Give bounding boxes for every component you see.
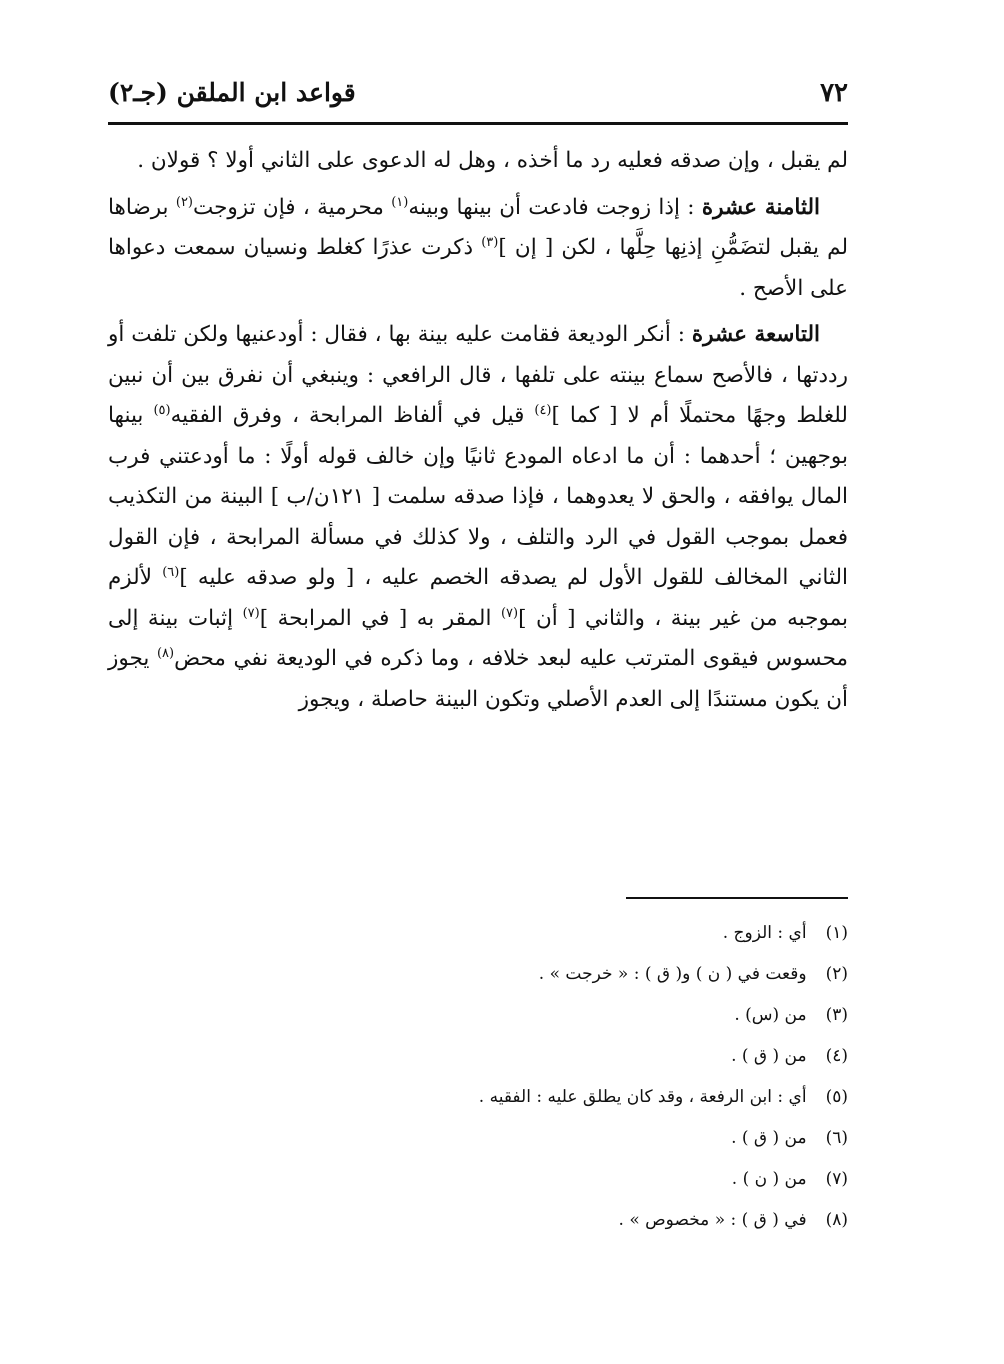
paragraph-text: قيل في ألفاظ المرابحة ، وفرق الفقيه — [170, 403, 535, 428]
footnote-item — [248, 1200, 848, 1241]
footnote-number: (٦) — [825, 1128, 848, 1148]
footnote-item — [248, 1077, 848, 1118]
body-text — [108, 141, 848, 720]
header-rule — [108, 122, 848, 125]
footnote-item — [248, 913, 848, 954]
page-number: ٧٢ — [820, 78, 848, 108]
footnote-number: (١) — [825, 923, 848, 943]
footnote-number: (٧) — [825, 1169, 848, 1189]
footnote-text: من (س) . — [734, 1005, 807, 1025]
footnote-ref[interactable]: (٤) — [534, 402, 552, 418]
footnote-number: (٨) — [825, 1210, 848, 1230]
footnote-number: (٤) — [825, 1046, 848, 1066]
paragraph-text: : إذا زوجت فادعت أن بينها وبينه — [408, 194, 702, 220]
footnote-number: (٢) — [825, 964, 848, 984]
footnote-text: أي : الزوج . — [722, 923, 807, 943]
paragraph-text: لم يقبل ، وإن صدقه فعليه رد ما أخذه ، وهل له الدعوى على الثاني أولا ؟ قولان . — [137, 148, 848, 173]
footnote-ref[interactable]: (٧) — [242, 605, 260, 621]
paragraph — [108, 141, 848, 182]
footnote-text: في ( ق ) : « مخصوص » . — [618, 1210, 807, 1230]
footnote-item — [248, 1118, 848, 1159]
footnote-ref[interactable]: (٥) — [153, 402, 171, 418]
footnote-item — [248, 1036, 848, 1077]
footnote-text: من ( ق ) . — [731, 1128, 807, 1148]
footnote-text: من ( ن ) . — [731, 1169, 807, 1189]
footnote-ref[interactable]: (٢) — [175, 194, 193, 210]
page-header — [108, 78, 848, 118]
paragraph-text: المقر به [ في المرابحة ] — [259, 605, 501, 631]
footnote-ref[interactable]: (١) — [391, 194, 409, 210]
footnotes-list — [248, 913, 848, 1241]
paragraph-text: برضاها لم يقبل لتضَمُّنِ إذنِها حِلَّها ، لكن [ إن ] — [108, 194, 848, 260]
rule-heading: الثامنة عشرة — [701, 194, 820, 220]
rule-heading: التاسعة عشرة — [691, 322, 820, 347]
paragraph-text: : أنكر الوديعة فقامت عليه بينة بها ، فقال : أودعنيها ولكن تلفت أو رددتها ، فالأصح سماع بينته على تلفها ، قال الرافعي : وينبغي أن نفرق بين أن نبين للغلط وجهًا محتملًا أم لا [ كما ] — [108, 322, 848, 428]
footnote-number: (٣) — [825, 1005, 848, 1025]
footnote-separator — [626, 897, 848, 899]
paragraph-text: يجوز أن يكون مستندًا إلى العدم الأصلي وتكون البينة حاصلة ، ويجوز — [108, 646, 848, 712]
footnote-ref[interactable]: (٦) — [162, 564, 180, 580]
paragraph-text: بينها بوجهين ؛ أحدهما : أن ما ادعاه المودع ثانيًا وإن خالف قوله أولًا : ما أودعتني فرب المال يوافقه ، والحق لا يعدوهما ، فإذا صدقه سلمت [ ١٢١ن/ب ] البينة من التكذيب فعمل بموجب القول في الرد والتلف ، ولا كذلك في مسألة المرابحة ، فإن القول الثاني المخالف للقول الأول لم يصدقه الخصم عليه ، [ ولو صدقه عليه ] — [108, 403, 848, 590]
paragraph-text: لألزم بموجبه من غير بينة ، والثاني [ أن ] — [108, 565, 848, 631]
paragraph — [108, 315, 848, 720]
footnote-text: من ( ق ) . — [731, 1046, 807, 1066]
footnote-ref[interactable]: (٣) — [481, 234, 499, 250]
paragraph-text: محرمية ، فإن تزوجت — [193, 194, 392, 220]
footnote-text: أي : ابن الرفعة ، وقد كان يطلق عليه : الفقيه . — [478, 1087, 807, 1107]
footnote-text: وقعت في ( ن ) و( ق ) : « خرجت » . — [538, 964, 807, 984]
footnote-item — [248, 954, 848, 995]
footnote-ref[interactable]: (٧) — [500, 605, 519, 621]
footnote-item — [248, 995, 848, 1036]
running-title: قواعد ابن الملقن (جـ٢) — [108, 78, 356, 107]
footnote-ref[interactable]: (٨) — [156, 645, 175, 661]
footnote-item — [248, 1159, 848, 1200]
footnote-number: (٥) — [825, 1087, 848, 1107]
paragraph — [108, 188, 848, 310]
paragraph-text: إثبات بينة إلى محسوس فيقوى المترتب عليه لبعد خلافه ، وما ذكره في الوديعة نفي محض — [108, 605, 849, 671]
paragraph-text: ذكرت عذرًا كغلط ونسيان سمعت دعواها على الأصح . — [108, 235, 848, 301]
